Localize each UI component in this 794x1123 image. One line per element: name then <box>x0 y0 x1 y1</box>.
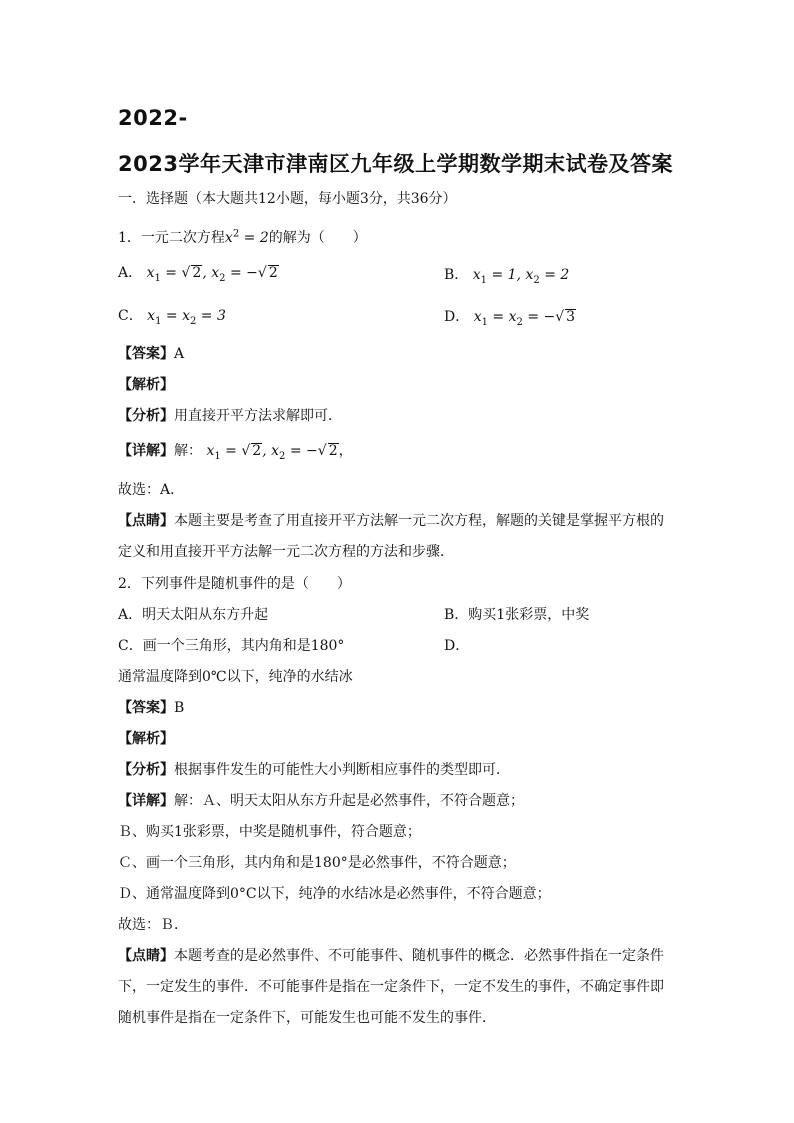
q1-option-c-label: C． <box>118 308 143 324</box>
q1-comment-tag: 【点睛】 <box>118 513 174 529</box>
q2-option-b: B．购买1张彩票，中奖 <box>444 607 590 623</box>
q1-comment-text-1: 本题主要是考查了用直接开平方法解一元二次方程，解题的关键是掌握平方根的 <box>174 513 664 529</box>
q1-option-a <box>118 262 279 284</box>
q2-answer-value: B <box>174 700 185 716</box>
q2-comment-tag: 【点睛】 <box>118 948 174 964</box>
q1-answer-tag: 【答案】 <box>118 346 174 362</box>
q2-detail-tag: 【详解】 <box>118 793 174 809</box>
q2-fenxi <box>118 759 510 779</box>
q1-option-b-math: $x_1 = 1$, $x_2 = 2$ <box>472 267 570 286</box>
q1-option-b <box>444 264 569 286</box>
q1-option-a-label: A． <box>118 265 143 281</box>
q2-detail-line-1 <box>118 790 524 810</box>
q2-answer-tag: 【答案】 <box>118 700 174 716</box>
q1-detail-math: $x_1$ = √ 2, $x_2$ = −√ 2 <box>206 443 338 462</box>
q2-answer <box>118 697 184 717</box>
q1-comment-line-1 <box>118 510 664 530</box>
q1-fenxi-text: 用直接开平方法求解即可． <box>174 408 342 424</box>
q1-fenxi-tag: 【分析】 <box>118 408 174 424</box>
q2-fenxi-tag: 【分析】 <box>118 762 174 778</box>
q2-analysis-tag: 【解析】 <box>118 731 174 747</box>
q1-detail-suffix: ， <box>338 443 353 459</box>
q2-option-d: D． <box>444 638 470 654</box>
q2-stem: 2．下列事件是随机事件的是（ ） <box>118 576 351 592</box>
q2-comment-text-1: 本题考查的是必然事件、不可能事件、随机事件的概念．必然事件指在一定条件 <box>174 948 664 964</box>
title-line-1: 2022- <box>118 106 188 130</box>
q1-conclusion: 故选：A． <box>118 482 185 498</box>
q1-equation: $x^2 = 2$ <box>224 228 269 246</box>
q1-stem <box>118 227 367 247</box>
q2-fenxi-text: 根据事件发生的可能性大小判断相应事件的类型即可． <box>174 762 510 778</box>
q1-analysis-tag: 【解析】 <box>118 377 174 393</box>
q2-option-a: A．明天太阳从东方升起 <box>118 607 269 623</box>
q2-detail-line-4: Ｄ、通常温度降到0°C以下，纯净的水结冰是必然事件，不符合题意； <box>118 886 551 902</box>
q2-option-c: C．画一个三角形，其内角和是180° <box>118 638 345 654</box>
q1-option-d-math: $x_1 = x_2$ = −√ 3 <box>473 309 576 328</box>
q1-detail-tag: 【详解】 <box>118 443 174 459</box>
q1-answer-value: A <box>174 346 185 362</box>
q2-conclusion: 故选：Ｂ． <box>118 917 188 933</box>
q2-detail-line-2: Ｂ、购买1张彩票，中奖是随机事件，符合题意； <box>118 824 421 840</box>
q1-stem-after: 的解为（ ） <box>268 230 367 246</box>
q2-detail-text-1: 解：Ａ、明天太阳从东方升起是必然事件，不符合题意； <box>174 793 524 809</box>
q2-option-d-text: 通常温度降到0℃以下，纯净的水结冰 <box>118 669 353 685</box>
q1-stem-before: 1．一元二次方程 <box>118 230 225 246</box>
q1-comment-line-2: 定义和用直接开平方法解一元二次方程的方法和步骤． <box>118 544 454 560</box>
q1-option-d-label: D． <box>444 309 470 325</box>
q1-option-c <box>118 305 226 327</box>
q1-fenxi <box>118 405 342 425</box>
q1-detail <box>118 440 353 462</box>
q1-option-d <box>444 306 576 328</box>
title-line-2: 2023学年天津市津南区九年级上学期数学期末试卷及答案 <box>118 152 673 176</box>
q1-option-b-label: B． <box>444 267 469 283</box>
q2-comment-line-1 <box>118 945 664 965</box>
q1-detail-prefix: 解： <box>174 443 202 459</box>
q1-option-a-math: $x_1$ = √ 2, $x_2$ = −√ 2 <box>146 265 278 284</box>
q2-comment-line-2: 下，一定发生的事件．不可能事件是指在一定条件下，一定不发生的事件，不确定事件即 <box>118 979 664 995</box>
q1-option-c-math: $x_1 = x_2 = 3$ <box>147 308 226 327</box>
q1-answer <box>118 343 184 363</box>
section-heading: 一．选择题（本大题共12小题，每小题3分，共36分） <box>118 191 457 207</box>
q2-detail-line-3: Ｃ、画一个三角形，其内角和是180°是必然事件，不符合题意； <box>118 855 516 871</box>
q2-comment-line-3: 随机事件是指在一定条件下，可能发生也可能不发生的事件． <box>118 1010 496 1026</box>
